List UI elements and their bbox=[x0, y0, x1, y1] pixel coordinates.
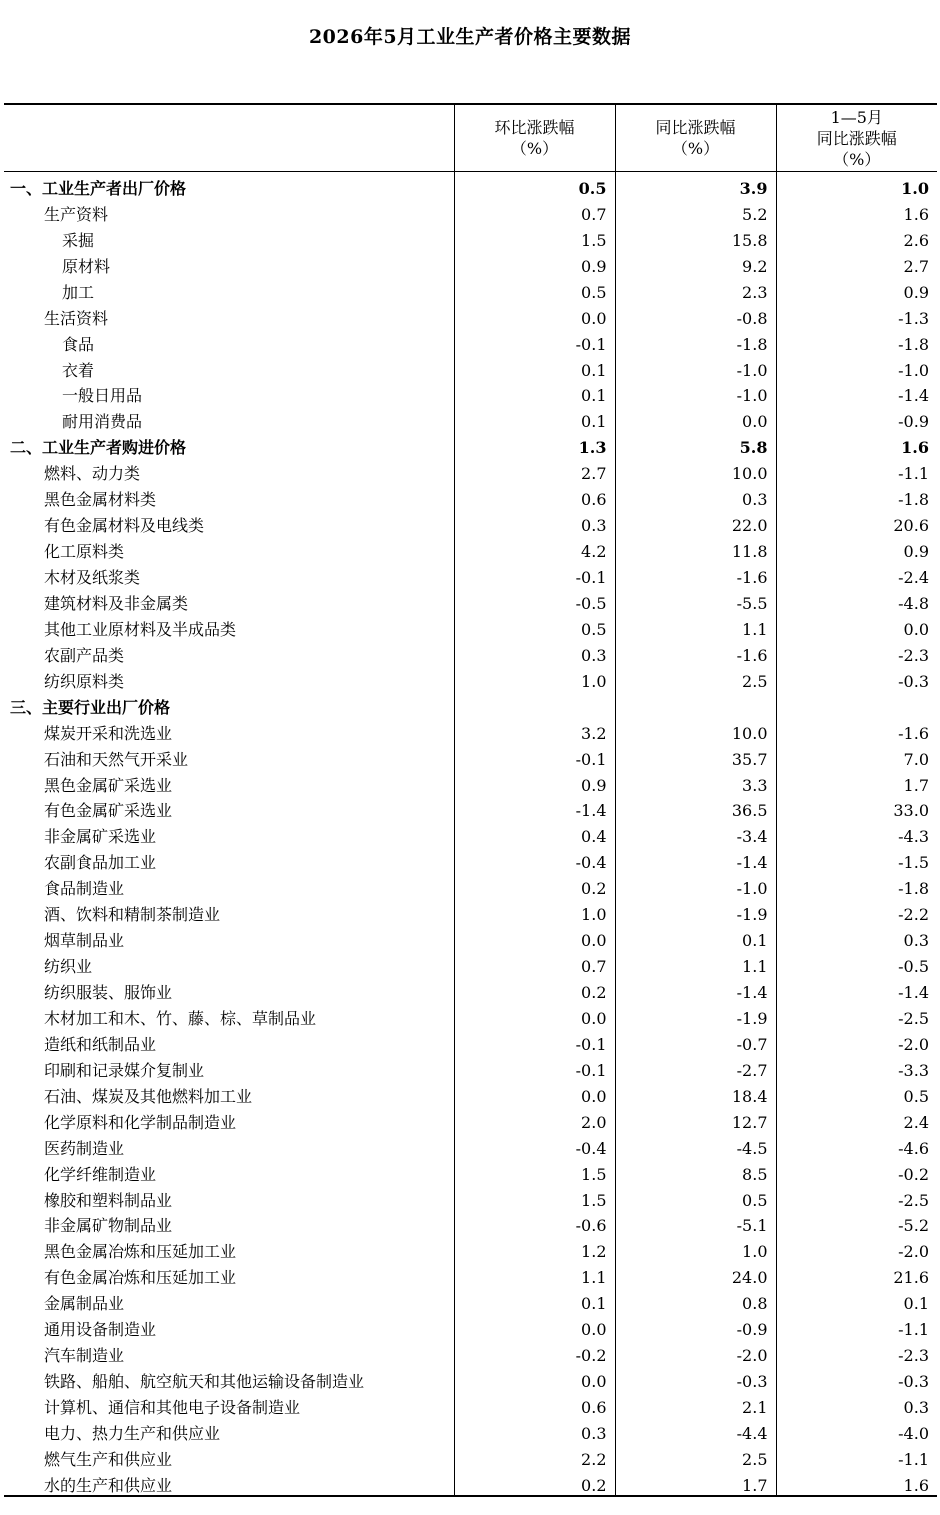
ytd-value: -2.0 bbox=[776, 1028, 937, 1054]
ytd-value: -0.2 bbox=[776, 1158, 937, 1184]
table-row bbox=[4, 769, 937, 795]
row-label: 有色金属冶炼和压延加工业 bbox=[44, 1268, 237, 1288]
row-label: 计算机、通信和其他电子设备制造业 bbox=[44, 1398, 301, 1417]
ytd-value: -1.8 bbox=[776, 328, 937, 354]
table-row bbox=[4, 976, 937, 1002]
mom-value: 0.9 bbox=[454, 250, 615, 276]
ytd-value: 0.1 bbox=[776, 1287, 937, 1313]
yoy-value: 0.5 bbox=[615, 1184, 776, 1210]
table-row bbox=[4, 1313, 937, 1339]
ytd-value: -3.3 bbox=[776, 1054, 937, 1080]
mom-value: 1.1 bbox=[454, 1261, 615, 1287]
mom-value: 0.0 bbox=[454, 1002, 615, 1028]
ytd-value: -1.6 bbox=[776, 717, 937, 743]
row-label: 化学原料和化学制品制造业 bbox=[44, 1112, 237, 1132]
mom-value: 1.0 bbox=[454, 665, 615, 691]
table-row bbox=[4, 846, 937, 872]
mom-value: 1.5 bbox=[454, 224, 615, 250]
ytd-value: -1.1 bbox=[776, 1443, 937, 1469]
ytd-value: -2.5 bbox=[776, 1184, 937, 1210]
mom-value: 2.7 bbox=[454, 457, 615, 483]
yoy-value: -0.3 bbox=[615, 1365, 776, 1391]
ytd-value: -5.2 bbox=[776, 1210, 937, 1236]
table-row bbox=[4, 224, 937, 250]
yoy-value: 22.0 bbox=[615, 509, 776, 535]
mom-value: 0.6 bbox=[454, 483, 615, 509]
table-row bbox=[4, 276, 937, 302]
mom-value: 0.2 bbox=[454, 976, 615, 1002]
yoy-value: -1.0 bbox=[615, 872, 776, 898]
table-row bbox=[4, 1339, 937, 1365]
header-line: 环比涨跌幅 bbox=[494, 118, 575, 137]
mom-value: -0.1 bbox=[454, 561, 615, 587]
header-line: （%） bbox=[671, 139, 720, 158]
mom-value: 0.7 bbox=[454, 198, 615, 224]
ytd-value: -1.0 bbox=[776, 354, 937, 380]
table-row bbox=[4, 457, 937, 483]
row-label: 汽车制造业 bbox=[44, 1346, 125, 1366]
yoy-value: 10.0 bbox=[615, 457, 776, 483]
yoy-value: -1.4 bbox=[615, 846, 776, 872]
mom-value: 1.3 bbox=[454, 431, 615, 457]
row-label: 木材及纸浆类 bbox=[44, 568, 141, 587]
mom-value: 0.2 bbox=[454, 872, 615, 898]
row-label: 食品 bbox=[62, 334, 95, 354]
header-line: 同比涨跌幅 bbox=[655, 118, 736, 137]
yoy-value: 35.7 bbox=[615, 743, 776, 769]
yoy-value: -0.7 bbox=[615, 1028, 776, 1054]
header-row bbox=[4, 104, 937, 172]
header-line: （%） bbox=[833, 149, 881, 169]
yoy-value: -1.0 bbox=[615, 354, 776, 380]
yoy-value: -1.9 bbox=[615, 898, 776, 924]
yoy-value: -2.7 bbox=[615, 1054, 776, 1080]
yoy-value: -1.0 bbox=[615, 380, 776, 406]
row-label: 其他工业原材料及半成品类 bbox=[44, 619, 237, 639]
row-label: 水的生产和供应业 bbox=[4, 1469, 454, 1496]
mom-value: -0.2 bbox=[454, 1339, 615, 1365]
mom-value: 0.5 bbox=[454, 172, 615, 198]
mom-value: 0.5 bbox=[454, 613, 615, 639]
row-label: 造纸和纸制品业 bbox=[44, 1034, 157, 1054]
mom-value: 4.2 bbox=[454, 535, 615, 561]
ytd-value: 33.0 bbox=[776, 795, 937, 821]
mom-value: 2.0 bbox=[454, 1106, 615, 1132]
table-row bbox=[4, 380, 937, 406]
table-row bbox=[4, 924, 937, 950]
row-label: 建筑材料及非金属类 bbox=[44, 593, 189, 613]
table-row bbox=[4, 950, 937, 976]
mom-value: -1.4 bbox=[454, 795, 615, 821]
yoy-value: -2.0 bbox=[615, 1339, 776, 1365]
mom-value: -0.6 bbox=[454, 1210, 615, 1236]
row-label: 黑色金属冶炼和压延加工业 bbox=[44, 1242, 237, 1262]
header-mom bbox=[454, 104, 615, 172]
ytd-value: -2.3 bbox=[776, 1339, 937, 1365]
row-label: 一、工业生产者出厂价格 bbox=[10, 178, 187, 198]
table-row bbox=[4, 1054, 937, 1080]
ytd-value: 21.6 bbox=[776, 1261, 937, 1287]
row-label: 烟草制品业 bbox=[44, 931, 125, 951]
row-label: 纺织原料类 bbox=[44, 671, 125, 691]
yoy-value: 0.8 bbox=[615, 1287, 776, 1313]
table-row bbox=[4, 613, 937, 639]
row-label: 采掘 bbox=[62, 230, 95, 250]
ytd-value: -2.5 bbox=[776, 1002, 937, 1028]
row-label: 有色金属材料及电线类 bbox=[44, 516, 205, 536]
mom-value: 0.6 bbox=[454, 1391, 615, 1417]
yoy-value: 2.5 bbox=[615, 1443, 776, 1469]
table-row bbox=[4, 1210, 937, 1236]
yoy-value: 2.3 bbox=[615, 276, 776, 302]
page-title: 2026年5月工业生产者价格主要数据 bbox=[308, 26, 632, 48]
ytd-value: -2.0 bbox=[776, 1235, 937, 1261]
row-label: 石油和天然气开采业 bbox=[44, 749, 189, 769]
ytd-value: -0.5 bbox=[776, 950, 937, 976]
mom-value: 0.1 bbox=[454, 405, 615, 431]
ytd-value: -2.2 bbox=[776, 898, 937, 924]
ytd-value: -0.9 bbox=[776, 405, 937, 431]
mom-value: 0.0 bbox=[454, 1313, 615, 1339]
table-row bbox=[4, 561, 937, 587]
yoy-value: 5.8 bbox=[615, 431, 776, 457]
row-label: 原材料 bbox=[62, 256, 111, 276]
mom-value: 0.0 bbox=[454, 924, 615, 950]
yoy-value: 8.5 bbox=[615, 1158, 776, 1184]
price-data-table bbox=[4, 103, 937, 1497]
table-row bbox=[4, 717, 937, 743]
ytd-value: 1.6 bbox=[776, 431, 937, 457]
ytd-value: -1.5 bbox=[776, 846, 937, 872]
ytd-value: 0.3 bbox=[776, 1391, 937, 1417]
ytd-value: -4.0 bbox=[776, 1417, 937, 1443]
table-row bbox=[4, 1391, 937, 1417]
ytd-value: 0.9 bbox=[776, 276, 937, 302]
yoy-value: 2.1 bbox=[615, 1391, 776, 1417]
table-row bbox=[4, 431, 937, 457]
table-row bbox=[4, 1235, 937, 1261]
yoy-value: 18.4 bbox=[615, 1080, 776, 1106]
yoy-value: 3.9 bbox=[615, 172, 776, 198]
yoy-value: 5.2 bbox=[615, 198, 776, 224]
mom-value: 1.5 bbox=[454, 1184, 615, 1210]
row-label: 二、工业生产者购进价格 bbox=[10, 438, 187, 458]
ytd-value: 2.7 bbox=[776, 250, 937, 276]
table-row bbox=[4, 795, 937, 821]
header-yoy bbox=[615, 104, 776, 172]
yoy-value: -4.5 bbox=[615, 1132, 776, 1158]
yoy-value: -5.1 bbox=[615, 1210, 776, 1236]
header-ytd bbox=[776, 104, 937, 172]
table-row bbox=[4, 1002, 937, 1028]
row-label: 一般日用品 bbox=[62, 386, 143, 406]
yoy-value: -1.4 bbox=[615, 976, 776, 1002]
mom-value: 3.2 bbox=[454, 717, 615, 743]
yoy-value: -1.9 bbox=[615, 1002, 776, 1028]
yoy-value: -0.9 bbox=[615, 1313, 776, 1339]
table-row bbox=[4, 1417, 937, 1443]
ytd-value: 0.3 bbox=[776, 924, 937, 950]
mom-value: 0.3 bbox=[454, 639, 615, 665]
yoy-value: 11.8 bbox=[615, 535, 776, 561]
table-row bbox=[4, 1287, 937, 1313]
ytd-value: 1.0 bbox=[776, 172, 937, 198]
yoy-value: -0.8 bbox=[615, 302, 776, 328]
row-label: 纺织服装、服饰业 bbox=[44, 983, 173, 1002]
ytd-value: -1.4 bbox=[776, 380, 937, 406]
table-row bbox=[4, 1443, 937, 1469]
row-label: 生活资料 bbox=[44, 308, 109, 328]
row-label: 煤炭开采和洗选业 bbox=[44, 723, 173, 743]
yoy-value: -5.5 bbox=[615, 587, 776, 613]
table-row bbox=[4, 587, 937, 613]
mom-value: 0.5 bbox=[454, 276, 615, 302]
header-line: 同比涨跌幅 bbox=[816, 128, 897, 148]
row-label: 农副产品类 bbox=[44, 645, 125, 665]
table-row bbox=[4, 198, 937, 224]
ytd-value: -1.3 bbox=[776, 302, 937, 328]
table-row bbox=[4, 872, 937, 898]
yoy-value: 0.3 bbox=[615, 483, 776, 509]
table-row bbox=[4, 691, 937, 717]
row-label: 有色金属矿采选业 bbox=[44, 801, 173, 821]
yoy-value: 0.0 bbox=[615, 405, 776, 431]
row-label: 燃气生产和供应业 bbox=[44, 1449, 173, 1469]
table-row bbox=[4, 639, 937, 665]
row-label: 化学纤维制造业 bbox=[44, 1164, 157, 1184]
table-row bbox=[4, 1158, 937, 1184]
row-label: 非金属矿物制品业 bbox=[44, 1216, 173, 1236]
yoy-value bbox=[615, 691, 776, 717]
table-row bbox=[4, 1028, 937, 1054]
mom-value: 0.2 bbox=[454, 1469, 615, 1496]
row-label: 加工 bbox=[62, 282, 95, 302]
mom-value: -0.5 bbox=[454, 587, 615, 613]
ytd-value: -2.3 bbox=[776, 639, 937, 665]
yoy-value: -1.8 bbox=[615, 328, 776, 354]
table-row bbox=[4, 1184, 937, 1210]
row-label: 橡胶和塑料制品业 bbox=[44, 1190, 173, 1210]
ytd-value: 0.5 bbox=[776, 1080, 937, 1106]
ytd-value: -0.3 bbox=[776, 1365, 937, 1391]
yoy-value: -1.6 bbox=[615, 561, 776, 587]
ytd-value: 2.6 bbox=[776, 224, 937, 250]
ytd-value: 0.9 bbox=[776, 535, 937, 561]
ytd-value: 7.0 bbox=[776, 743, 937, 769]
table-row bbox=[4, 483, 937, 509]
table-row bbox=[4, 354, 937, 380]
row-label: 黑色金属矿采选业 bbox=[44, 775, 173, 795]
table-row bbox=[4, 405, 937, 431]
mom-value: 0.1 bbox=[454, 380, 615, 406]
ytd-value bbox=[776, 691, 937, 717]
mom-value: 1.5 bbox=[454, 1158, 615, 1184]
table-row bbox=[4, 1365, 937, 1391]
row-label: 铁路、船舶、航空航天和其他运输设备制造业 bbox=[44, 1372, 365, 1392]
row-label: 金属制品业 bbox=[44, 1294, 125, 1314]
mom-value: -0.4 bbox=[454, 1132, 615, 1158]
row-label: 燃料、动力类 bbox=[44, 464, 141, 484]
mom-value: -0.4 bbox=[454, 846, 615, 872]
mom-value: 0.7 bbox=[454, 950, 615, 976]
table-row bbox=[4, 1106, 937, 1132]
mom-value: 0.4 bbox=[454, 820, 615, 846]
table-row bbox=[4, 1261, 937, 1287]
row-label: 黑色金属材料类 bbox=[44, 490, 157, 510]
mom-value: -0.1 bbox=[454, 1028, 615, 1054]
row-label: 电力、热力生产和供应业 bbox=[44, 1423, 221, 1443]
table-row bbox=[4, 665, 937, 691]
table-row bbox=[4, 1080, 937, 1106]
table-row bbox=[4, 820, 937, 846]
row-label: 衣着 bbox=[62, 360, 95, 380]
row-label: 食品制造业 bbox=[44, 879, 125, 899]
yoy-value: 15.8 bbox=[615, 224, 776, 250]
mom-value: -0.1 bbox=[454, 743, 615, 769]
yoy-value: 36.5 bbox=[615, 795, 776, 821]
mom-value: 0.1 bbox=[454, 1287, 615, 1313]
mom-value: -0.1 bbox=[454, 328, 615, 354]
mom-value: 2.2 bbox=[454, 1443, 615, 1469]
yoy-value: 12.7 bbox=[615, 1106, 776, 1132]
yoy-value: 2.5 bbox=[615, 665, 776, 691]
yoy-value: 3.3 bbox=[615, 769, 776, 795]
mom-value: 0.9 bbox=[454, 769, 615, 795]
ytd-value: -1.4 bbox=[776, 976, 937, 1002]
ytd-value: 20.6 bbox=[776, 509, 937, 535]
row-label: 酒、饮料和精制茶制造业 bbox=[44, 905, 221, 925]
mom-value: 0.0 bbox=[454, 302, 615, 328]
row-label: 三、主要行业出厂价格 bbox=[10, 697, 171, 717]
ytd-value: -1.1 bbox=[776, 457, 937, 483]
ytd-value: -1.8 bbox=[776, 483, 937, 509]
row-label: 木材加工和木、竹、藤、棕、草制品业 bbox=[44, 1008, 317, 1028]
yoy-value: 10.0 bbox=[615, 717, 776, 743]
table-row bbox=[4, 1469, 937, 1496]
row-label: 石油、煤炭及其他燃料加工业 bbox=[44, 1086, 253, 1106]
ytd-value: -2.4 bbox=[776, 561, 937, 587]
row-label: 非金属矿采选业 bbox=[44, 827, 157, 847]
mom-value: 1.2 bbox=[454, 1235, 615, 1261]
yoy-value: -4.4 bbox=[615, 1417, 776, 1443]
mom-value: 0.1 bbox=[454, 354, 615, 380]
row-label: 化工原料类 bbox=[44, 542, 125, 562]
ytd-value: -0.3 bbox=[776, 665, 937, 691]
ytd-value: 1.6 bbox=[776, 1469, 937, 1496]
row-label: 印刷和记录媒介复制业 bbox=[44, 1060, 205, 1080]
table-row bbox=[4, 509, 937, 535]
ytd-value: 1.6 bbox=[776, 198, 937, 224]
yoy-value: 1.7 bbox=[615, 1469, 776, 1496]
ytd-value: -4.6 bbox=[776, 1132, 937, 1158]
table-row bbox=[4, 250, 937, 276]
table-row bbox=[4, 743, 937, 769]
ytd-value: -4.3 bbox=[776, 820, 937, 846]
row-label: 农副食品加工业 bbox=[44, 853, 157, 873]
ytd-value: 1.7 bbox=[776, 769, 937, 795]
mom-value bbox=[454, 691, 615, 717]
ytd-value: -1.8 bbox=[776, 872, 937, 898]
table-body bbox=[4, 172, 937, 1496]
row-label: 医药制造业 bbox=[44, 1138, 125, 1158]
yoy-value: 1.1 bbox=[615, 950, 776, 976]
header-line: （%） bbox=[510, 139, 559, 158]
yoy-value: 0.1 bbox=[615, 924, 776, 950]
ytd-value: 0.0 bbox=[776, 613, 937, 639]
mom-value: 0.3 bbox=[454, 1417, 615, 1443]
ytd-value: -1.1 bbox=[776, 1313, 937, 1339]
row-label: 纺织业 bbox=[44, 957, 93, 977]
header-line: 1—5月 bbox=[830, 107, 883, 127]
table-row bbox=[4, 1132, 937, 1158]
mom-value: 1.0 bbox=[454, 898, 615, 924]
table-row bbox=[4, 535, 937, 561]
yoy-value: 24.0 bbox=[615, 1261, 776, 1287]
table-row bbox=[4, 898, 937, 924]
yoy-value: -1.6 bbox=[615, 639, 776, 665]
header-blank bbox=[4, 104, 454, 172]
table-row bbox=[4, 302, 937, 328]
yoy-value: 1.1 bbox=[615, 613, 776, 639]
row-label: 通用设备制造业 bbox=[44, 1320, 157, 1340]
yoy-value: 1.0 bbox=[615, 1235, 776, 1261]
ytd-value: 2.4 bbox=[776, 1106, 937, 1132]
mom-value: 0.3 bbox=[454, 509, 615, 535]
table-row bbox=[4, 172, 937, 198]
row-label: 耐用消费品 bbox=[62, 412, 143, 432]
yoy-value: -3.4 bbox=[615, 820, 776, 846]
row-label: 生产资料 bbox=[44, 204, 109, 224]
yoy-value: 9.2 bbox=[615, 250, 776, 276]
mom-value: -0.1 bbox=[454, 1054, 615, 1080]
table-row bbox=[4, 328, 937, 354]
mom-value: 0.0 bbox=[454, 1080, 615, 1106]
mom-value: 0.0 bbox=[454, 1365, 615, 1391]
ytd-value: -4.8 bbox=[776, 587, 937, 613]
